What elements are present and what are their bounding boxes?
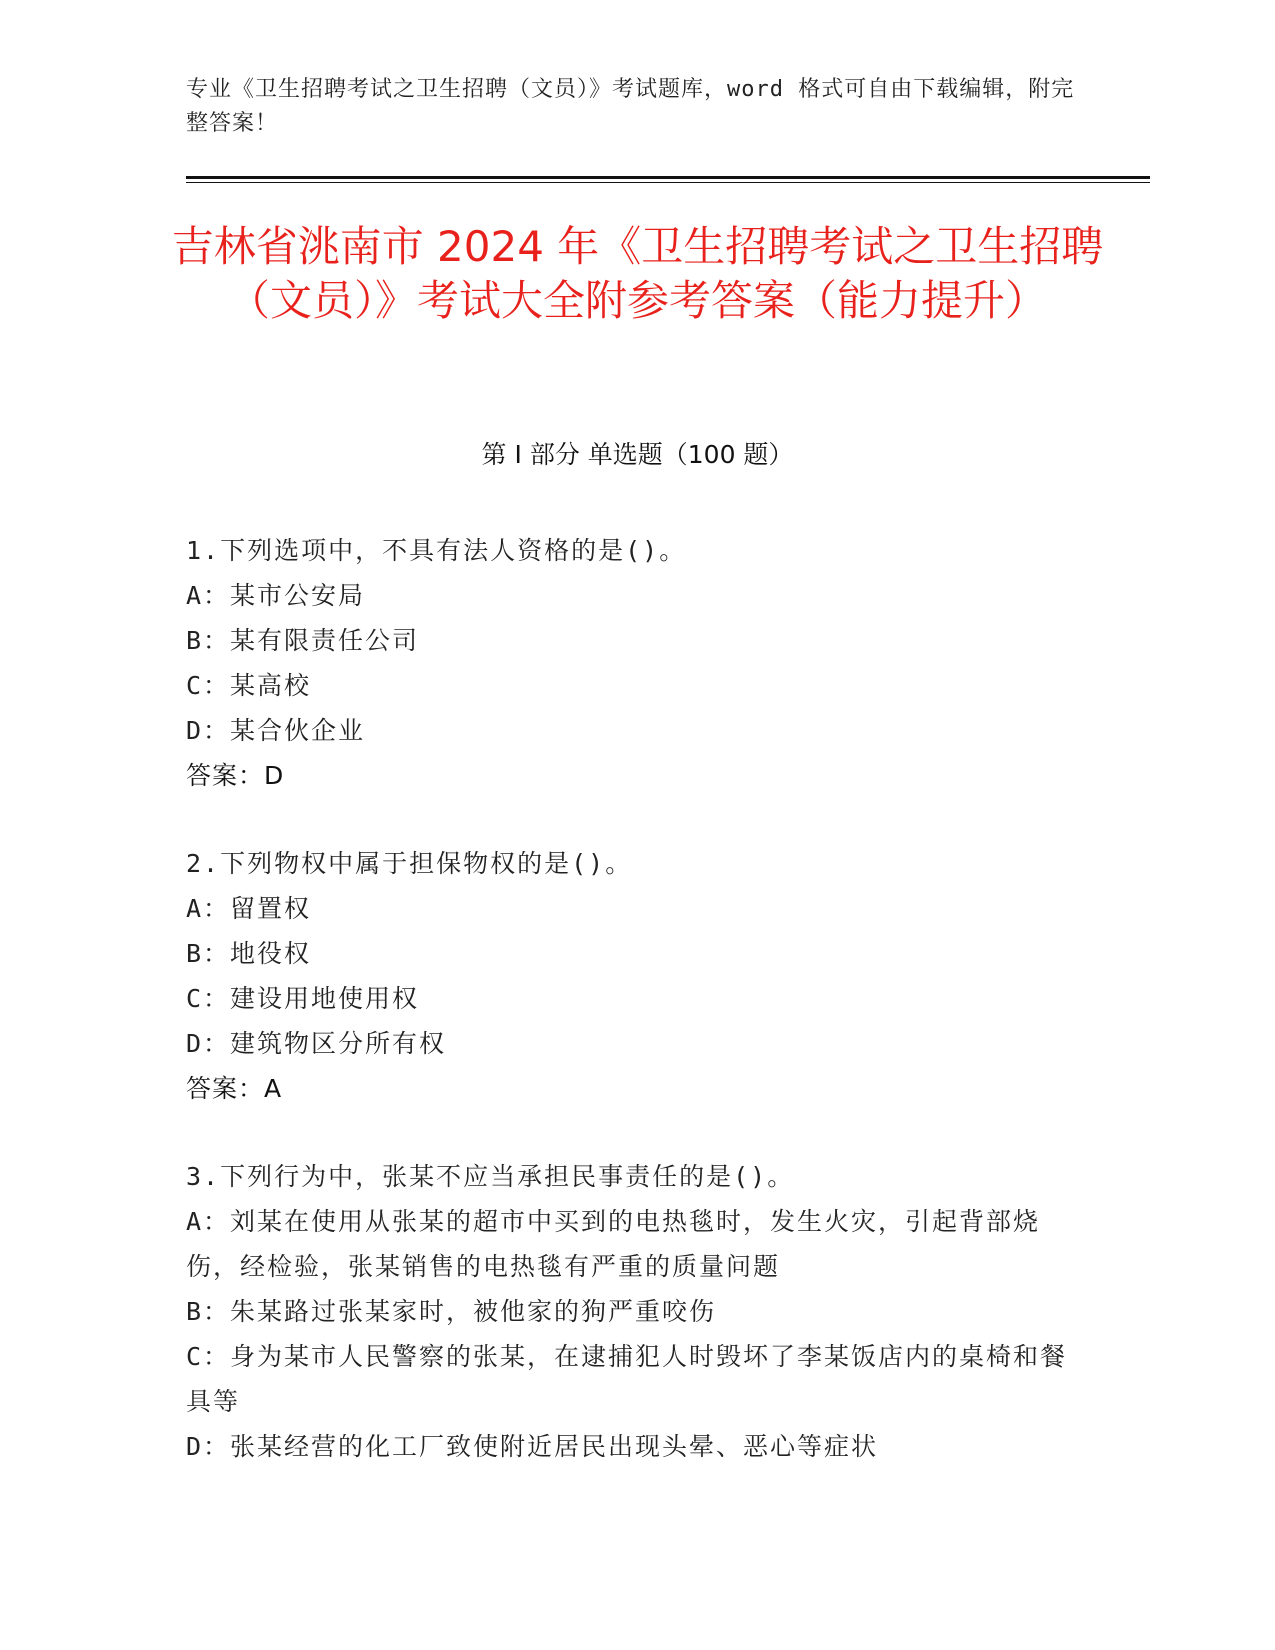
header-divider-thin [186,182,1150,183]
option-a: A：留置权 [186,894,312,923]
section-heading: 第 I 部分 单选题（100 题） [481,440,794,469]
option-d: D：某合伙企业 [186,716,366,745]
question-text: 3.下列行为中，张某不应当承担民事责任的是()。 [186,1162,795,1191]
question-text: 1.下列选项中，不具有法人资格的是()。 [186,536,687,565]
question-3 [186,1154,1086,1469]
option-d: D：张某经营的化工厂致使附近居民出现头晕、恶心等症状 [186,1432,879,1461]
option-c: C：建设用地使用权 [186,984,420,1013]
answer-line: 答案：A [186,1074,283,1103]
question-list [186,528,1086,1512]
document-title: 吉林省洮南市 2024 年《卫生招聘考试之卫生招聘（文员）》考试大全附参考答案（能力提升） [171,222,1104,325]
answer-line: 答案：D [186,761,285,790]
option-c: C：身为某市人民警察的张某，在逮捕犯人时毁坏了李某饭店内的桌椅和餐具等 [186,1342,1068,1416]
question-2 [186,841,1086,1111]
header-divider-thick [186,176,1150,179]
option-b: B：朱某路过张某家时，被他家的狗严重咬伤 [186,1297,717,1326]
option-d: D：建筑物区分所有权 [186,1029,447,1058]
option-b: B：地役权 [186,939,312,968]
header-note: 专业《卫生招聘考试之卫生招聘（文员）》考试题库，word 格式可自由下载编辑，附完整答案！ [186,77,1075,136]
question-1 [186,528,1086,798]
option-b: B：某有限责任公司 [186,626,420,655]
option-c: C：某高校 [186,671,312,700]
option-a: A：刘某在使用从张某的超市中买到的电热毯时，发生火灾，引起背部烧伤，经检验，张某销售的电热毯有严重的质量问题 [186,1207,1041,1281]
question-text: 2.下列物权中属于担保物权的是()。 [186,849,633,878]
option-a: A：某市公安局 [186,581,366,610]
